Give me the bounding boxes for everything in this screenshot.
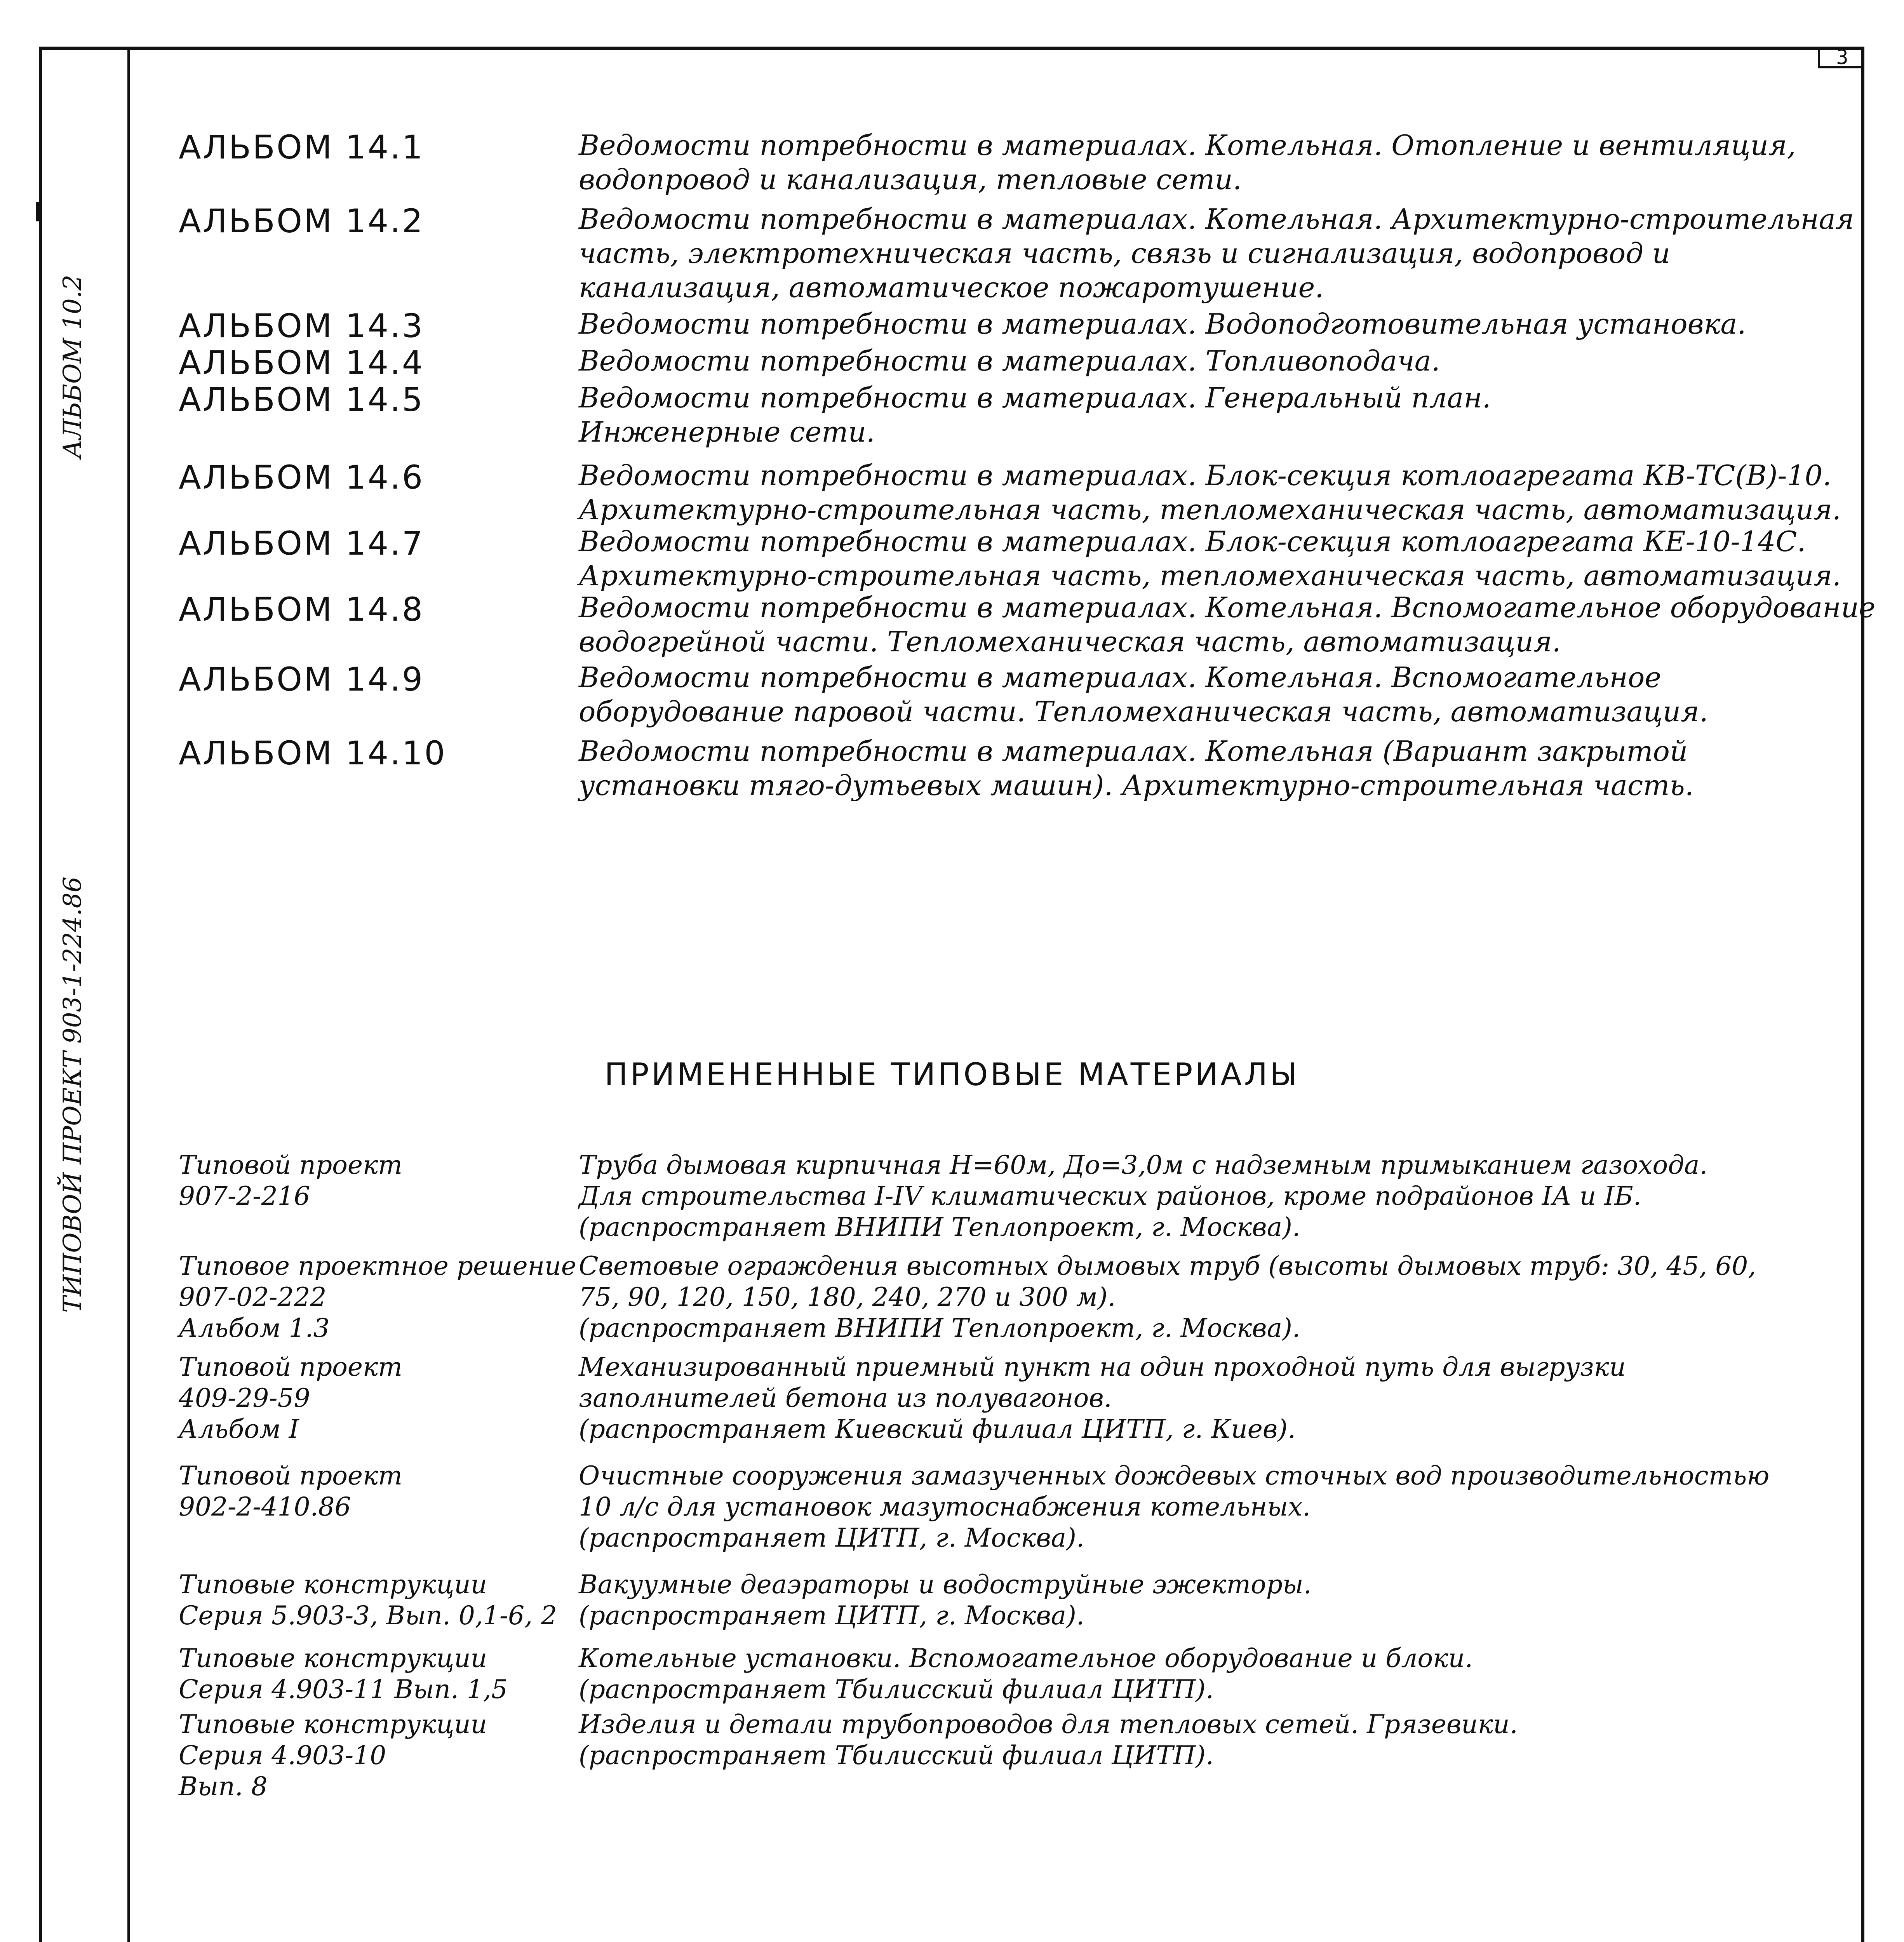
material-ref-line: Альбом 1.3 <box>179 1313 330 1343</box>
album-description <box>579 458 1841 527</box>
album-desc-line: Инженерные сети. <box>579 416 875 448</box>
material-desc-line: (распространяет ВНИПИ Теплопроект, г. Москва). <box>579 1313 1300 1343</box>
side-label-project: ТИПОВОЙ ПРОЕКТ 903-1-224.86 <box>58 876 87 1313</box>
material-ref-line: Типовой проект <box>179 1150 402 1180</box>
album-desc-line: часть, электротехническая часть, связь и сигнализация, водопровод и <box>579 237 1671 270</box>
album-desc-line: Ведомости потребности в материалах. Котельная. Отопление и вентиляция, <box>579 129 1796 162</box>
material-reference <box>179 1251 576 1344</box>
material-ref-line: Типовые конструкции <box>179 1709 487 1739</box>
section-title: ПРИМЕНЕННЫЕ ТИПОВЫЕ МАТЕРИАЛЫ <box>604 1056 1300 1093</box>
material-description <box>579 1352 1829 1445</box>
material-ref-line: Серия 4.903-11 Вып. 1,5 <box>179 1674 508 1704</box>
side-label-album: АЛЬБОМ 10.2 <box>58 275 87 458</box>
album-code: АЛЬБОМ 14.3 <box>179 307 425 345</box>
album-code: АЛЬБОМ 14.10 <box>179 734 447 772</box>
material-description <box>579 1569 1829 1631</box>
album-description <box>579 734 1829 802</box>
album-desc-line: водопровод и канализация, тепловые сети. <box>579 163 1242 196</box>
material-ref-line: Вып. 8 <box>179 1771 268 1801</box>
material-desc-line: Изделия и детали трубопроводов для тепловых сетей. Грязевики. <box>579 1709 1518 1739</box>
material-desc-line: (распространяет Тбилисский филиал ЦИТП). <box>579 1674 1214 1704</box>
material-desc-line: 10 л/с для установок мазутоснабжения котельных. <box>579 1492 1311 1522</box>
album-code: АЛЬБОМ 14.2 <box>179 202 425 240</box>
material-description <box>579 1251 1829 1344</box>
album-description <box>579 524 1841 593</box>
material-desc-line: (распространяет Тбилисский филиал ЦИТП). <box>579 1740 1214 1770</box>
material-desc-line: Световые ограждения высотных дымовых труб (высоты дымовых труб: 30, 45, 60, <box>579 1251 1756 1281</box>
material-reference <box>179 1150 567 1212</box>
album-desc-line: водогрейной части. Тепломеханическая часть, автоматизация. <box>579 625 1561 658</box>
album-desc-line: Ведомости потребности в материалах. Котельная. Архитектурно-строительная <box>579 203 1854 235</box>
material-reference <box>179 1460 567 1523</box>
album-code: АЛЬБОМ 14.5 <box>179 381 425 419</box>
album-desc-line: Ведомости потребности в материалах. Котельная. Вспомогательное оборудование <box>579 591 1876 624</box>
material-reference <box>179 1709 567 1802</box>
frame-tick-mark <box>36 202 39 221</box>
album-code: АЛЬБОМ 14.4 <box>179 344 425 382</box>
material-description <box>579 1709 1829 1771</box>
material-ref-line: 902-2-410.86 <box>179 1492 351 1522</box>
album-description <box>579 128 1829 197</box>
material-ref-line: Серия 5.903-3, Вып. 0,1-6, 2 <box>179 1601 557 1631</box>
album-code: АЛЬБОМ 14.9 <box>179 660 425 698</box>
material-desc-line: 75, 90, 120, 150, 180, 240, 270 и 300 м). <box>579 1282 1116 1312</box>
material-desc-line: (распространяет ЦИТП, г. Москва). <box>579 1523 1084 1553</box>
album-desc-line: Ведомости потребности в материалах. Водоподготовительная установка. <box>579 308 1746 340</box>
album-code: АЛЬБОМ 14.8 <box>179 590 425 628</box>
material-desc-line: Котельные установки. Вспомогательное оборудование и блоки. <box>579 1643 1473 1673</box>
material-desc-line: Вакуумные деаэраторы и водоструйные эжекторы. <box>579 1570 1312 1599</box>
material-desc-line: Механизированный приемный пункт на один проходной путь для выгрузки <box>579 1352 1626 1382</box>
material-desc-line: (распространяет Киевский филиал ЦИТП, г. Киев). <box>579 1414 1296 1444</box>
material-ref-line: Типовой проект <box>179 1461 402 1491</box>
album-code: АЛЬБОМ 14.6 <box>179 458 425 496</box>
material-desc-line: (распространяет ЦИТП, г. Москва). <box>579 1601 1084 1631</box>
material-ref-line: 907-02-222 <box>179 1282 327 1312</box>
album-description <box>579 344 1829 378</box>
material-desc-line: (распространяет ВНИПИ Теплопроект, г. Москва). <box>579 1212 1300 1242</box>
album-description <box>579 202 1854 305</box>
material-description <box>579 1460 1829 1554</box>
album-desc-line: Архитектурно-строительная часть, тепломеханическая часть, автоматизация. <box>579 493 1841 526</box>
album-desc-line: Ведомости потребности в материалах. Котельная (Вариант закрытой <box>579 735 1688 767</box>
album-desc-line: Ведомости потребности в материалах. Блок-секция котлоагрегата КВ-ТС(В)-10. <box>579 459 1832 492</box>
material-ref-line: 409-29-59 <box>179 1383 310 1413</box>
sheet-number: 3 <box>1818 47 1864 68</box>
material-reference <box>179 1569 567 1631</box>
album-desc-line: Архитектурно-строительная часть, тепломеханическая часть, автоматизация. <box>579 559 1841 592</box>
album-desc-line: установки тяго-дутьевых машин). Архитектурно-строительная часть. <box>579 769 1694 802</box>
material-description <box>579 1150 1829 1243</box>
material-desc-line: Труба дымовая кирпичная Н=60м, До=3,0м с надземным примыканием газохода. <box>579 1150 1708 1180</box>
album-desc-line: Ведомости потребности в материалах. Топливоподача. <box>579 345 1440 377</box>
material-desc-line: Для строительства I-IV климатических районов, кроме подрайонов IА и IБ. <box>579 1181 1641 1211</box>
album-code: АЛЬБОМ 14.7 <box>179 524 425 562</box>
material-description <box>579 1643 1829 1705</box>
material-ref-line: Серия 4.903-10 <box>179 1740 386 1770</box>
album-description <box>579 381 1829 449</box>
material-ref-line: Типовой проект <box>179 1352 402 1382</box>
material-ref-line: Типовое проектное решение <box>179 1251 576 1281</box>
material-reference <box>179 1352 567 1445</box>
material-ref-line: Альбом I <box>179 1414 299 1444</box>
album-desc-line: канализация, автоматическое пожаротушение. <box>579 271 1324 304</box>
material-reference <box>179 1643 567 1705</box>
album-desc-line: Ведомости потребности в материалах. Котельная. Вспомогательное <box>579 661 1661 694</box>
album-desc-line: оборудование паровой части. Тепломеханическая часть, автоматизация. <box>579 695 1708 728</box>
album-desc-line: Ведомости потребности в материалах. Блок-секция котлоагрегата КЕ-10-14С. <box>579 525 1806 558</box>
album-code: АЛЬБОМ 14.1 <box>179 128 425 166</box>
material-desc-line: заполнителей бетона из полувагонов. <box>579 1383 1112 1413</box>
album-desc-line: Ведомости потребности в материалах. Генеральный план. <box>579 381 1491 414</box>
material-ref-line: Типовые конструкции <box>179 1570 487 1599</box>
material-ref-line: Типовые конструкции <box>179 1643 487 1673</box>
album-description <box>579 590 1876 659</box>
album-description <box>579 307 1829 341</box>
material-ref-line: 907-2-216 <box>179 1181 310 1211</box>
album-description <box>579 660 1829 729</box>
material-desc-line: Очистные сооружения замазученных дождевых сточных вод производительностью <box>579 1461 1770 1491</box>
